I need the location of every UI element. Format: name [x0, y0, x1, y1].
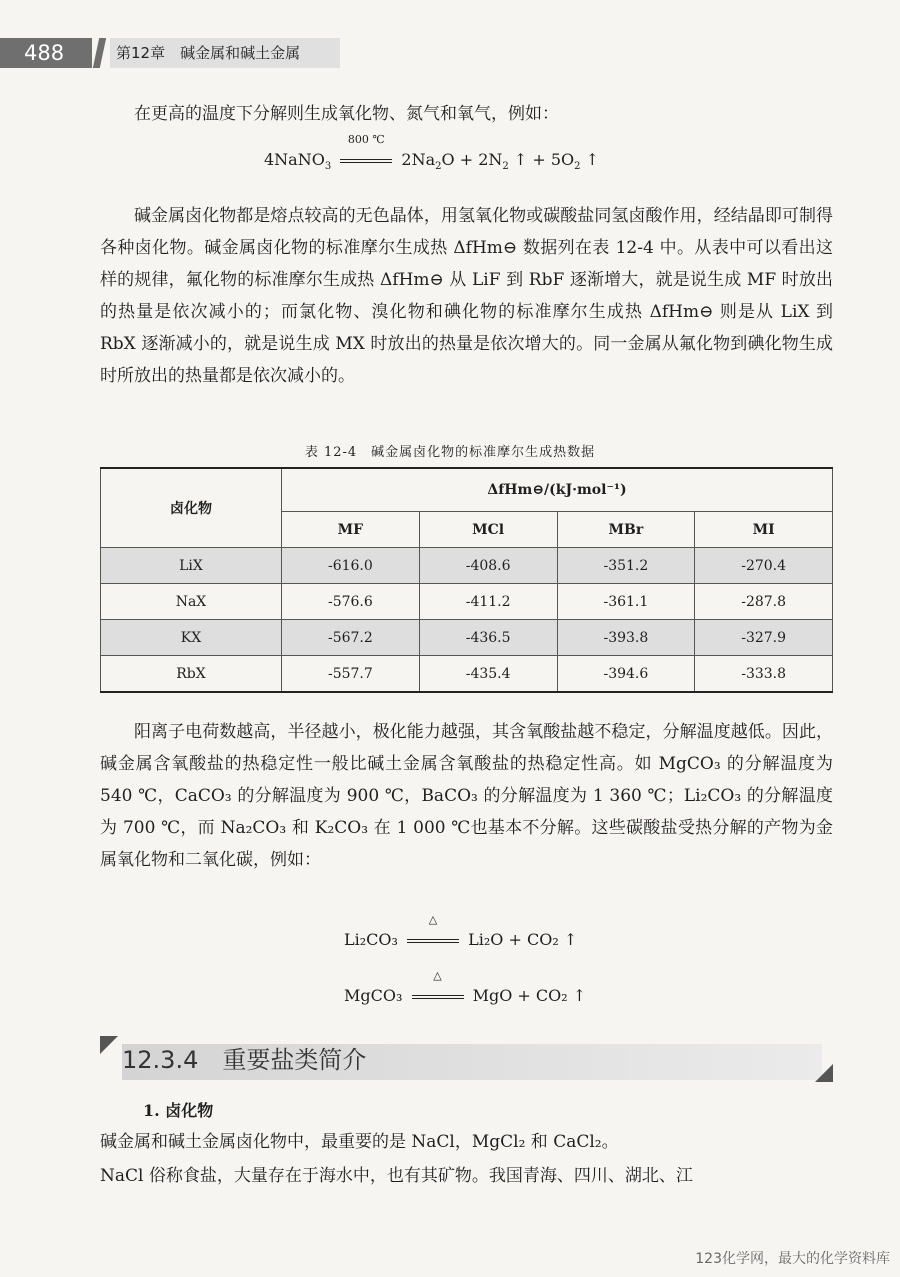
- table-cell: -394.6: [557, 656, 695, 693]
- section-corner-mark: [100, 1036, 118, 1054]
- table-cell: -616.0: [282, 548, 420, 584]
- page-number: 488: [0, 38, 92, 68]
- eq2-condition: △: [428, 913, 438, 926]
- row-name: RbX: [101, 656, 282, 693]
- table-row: [101, 548, 833, 584]
- eq1-r1-sub2: 2: [502, 161, 509, 173]
- table-row: [101, 620, 833, 656]
- eq1-r1-rest: O + 2N: [441, 150, 503, 169]
- row-name: NaX: [101, 584, 282, 620]
- eq1-r1-tail: ↑ + 5O: [513, 150, 575, 169]
- row-name: KX: [101, 620, 282, 656]
- eq1-r1: 2Na: [401, 150, 436, 169]
- header-divider: [93, 38, 106, 68]
- table-cell: -361.1: [557, 584, 695, 620]
- table-row: [101, 656, 833, 693]
- table-cell: -408.6: [419, 548, 557, 584]
- table-cell: -333.8: [695, 656, 833, 693]
- eq1-condition: 800 ℃: [347, 133, 385, 146]
- eq1-r1-sub: 2: [435, 161, 442, 173]
- table-cell: -576.6: [282, 584, 420, 620]
- eq3-condition: △: [433, 969, 442, 982]
- eq1-left: 4NaNO: [264, 150, 325, 169]
- chapter-title: 第12章 碱金属和碱土金属: [110, 38, 340, 68]
- eq1-condition-arrow: [340, 133, 392, 169]
- eq2-right: Li₂O + CO₂ ↑: [468, 930, 578, 949]
- eq3-right: MgO + CO₂ ↑: [472, 986, 587, 1005]
- column-header: MBr: [557, 512, 695, 548]
- table-cell: -287.8: [695, 584, 833, 620]
- section-title: 12.3.4 重要盐类简介: [122, 1046, 367, 1074]
- table-cell: -411.2: [419, 584, 557, 620]
- table-cell: -327.9: [695, 620, 833, 656]
- formation-heat-table: [100, 467, 833, 693]
- table-cell: -436.5: [419, 620, 557, 656]
- page-header: [0, 38, 900, 68]
- column-header: MI: [695, 512, 833, 548]
- eq1-arrow: ↑: [585, 150, 599, 169]
- column-header: MCl: [419, 512, 557, 548]
- eq2-condition-arrow: [407, 913, 459, 949]
- equation-nano3: [264, 133, 599, 173]
- equation-li2co3: [344, 913, 578, 949]
- section-corner-mark: [815, 1064, 833, 1082]
- eq3-left: MgCO₃: [344, 986, 403, 1005]
- group-header: ΔfHm⊖/(kJ·mol⁻¹): [282, 468, 833, 512]
- table-cell: -557.7: [282, 656, 420, 693]
- subsection-title: 1. 卤化物: [143, 1101, 214, 1120]
- table-row: [101, 584, 833, 620]
- column-header: MF: [282, 512, 420, 548]
- paragraph-thermal-stability: 阳离子电荷数越高，半径越小，极化能力越强，其含氧酸盐越不稳定，分解温度越低。因此，碱金属含氧酸盐的热稳定性一般比碱土金属含氧酸盐的热稳定性高。如 MgCO₃ 的分解温度为 540 ℃，CaCO₃ 的分解温度为 900 ℃，BaCO₃ 的分解温度为 1 360 ℃；Li₂CO₃ 的分解温度为 700 ℃，而 Na₂CO₃ 和 K₂CO₃ 在 1 000 ℃也基本不分解。这些碳酸盐受热分解的产物为金属氧化物和二氧化碳，例如：: [100, 722, 833, 870]
- section-heading: [100, 1036, 833, 1082]
- table-cell: -270.4: [695, 548, 833, 584]
- table-cell: -567.2: [282, 620, 420, 656]
- paragraph-halides: 碱金属卤化物都是熔点较高的无色晶体，用氢氧化物或碳酸盐同氢卤酸作用，经结晶即可制得各种卤化物。碱金属卤化物的标准摩尔生成热 ΔfHm⊖ 数据列在表 12-4 中。从表中可以看出这样的规律，氟化物的标准摩尔生成热 ΔfHm⊖ 从 LiF 到 RbF 逐渐增大，就是说生成 MF 时放出的热量是依次减小的；而氯化物、溴化物和碘化物的标准摩尔生成热 ΔfHm⊖ 则是从 LiX 到 RbX 逐渐减小的，就是说生成 MX 时放出的热量是依次增大的。同一金属从氟化物到碘化物生成时所放出的热量都是依次减小的。: [100, 206, 833, 386]
- table-cell: -435.4: [419, 656, 557, 693]
- equation-mgco3: [344, 969, 587, 1005]
- footer-watermark: 123化学网，最大的化学资料库: [695, 1251, 890, 1267]
- table-cell: -351.2: [557, 548, 695, 584]
- eq3-condition-arrow: [412, 969, 464, 1005]
- table-caption: 表 12-4 碱金属卤化物的标准摩尔生成热数据: [304, 445, 596, 460]
- eq2-left: Li₂CO₃: [344, 930, 398, 949]
- paragraph-nacl: NaCl 俗称食盐，大量存在于海水中，也有其矿物。我国青海、四川、湖北、江: [100, 1166, 693, 1186]
- paragraph-halides-important: 碱金属和碱土金属卤化物中，最重要的是 NaCl，MgCl₂ 和 CaCl₂。: [100, 1132, 619, 1152]
- intro-paragraph: 在更高的温度下分解则生成氧化物、氮气和氧气，例如：: [134, 104, 559, 124]
- eq1-left-sub: 3: [324, 161, 332, 173]
- row-header: 卤化物: [101, 468, 282, 548]
- eq1-r1-sub3: 2: [574, 161, 581, 173]
- row-name: LiX: [101, 548, 282, 584]
- table-cell: -393.8: [557, 620, 695, 656]
